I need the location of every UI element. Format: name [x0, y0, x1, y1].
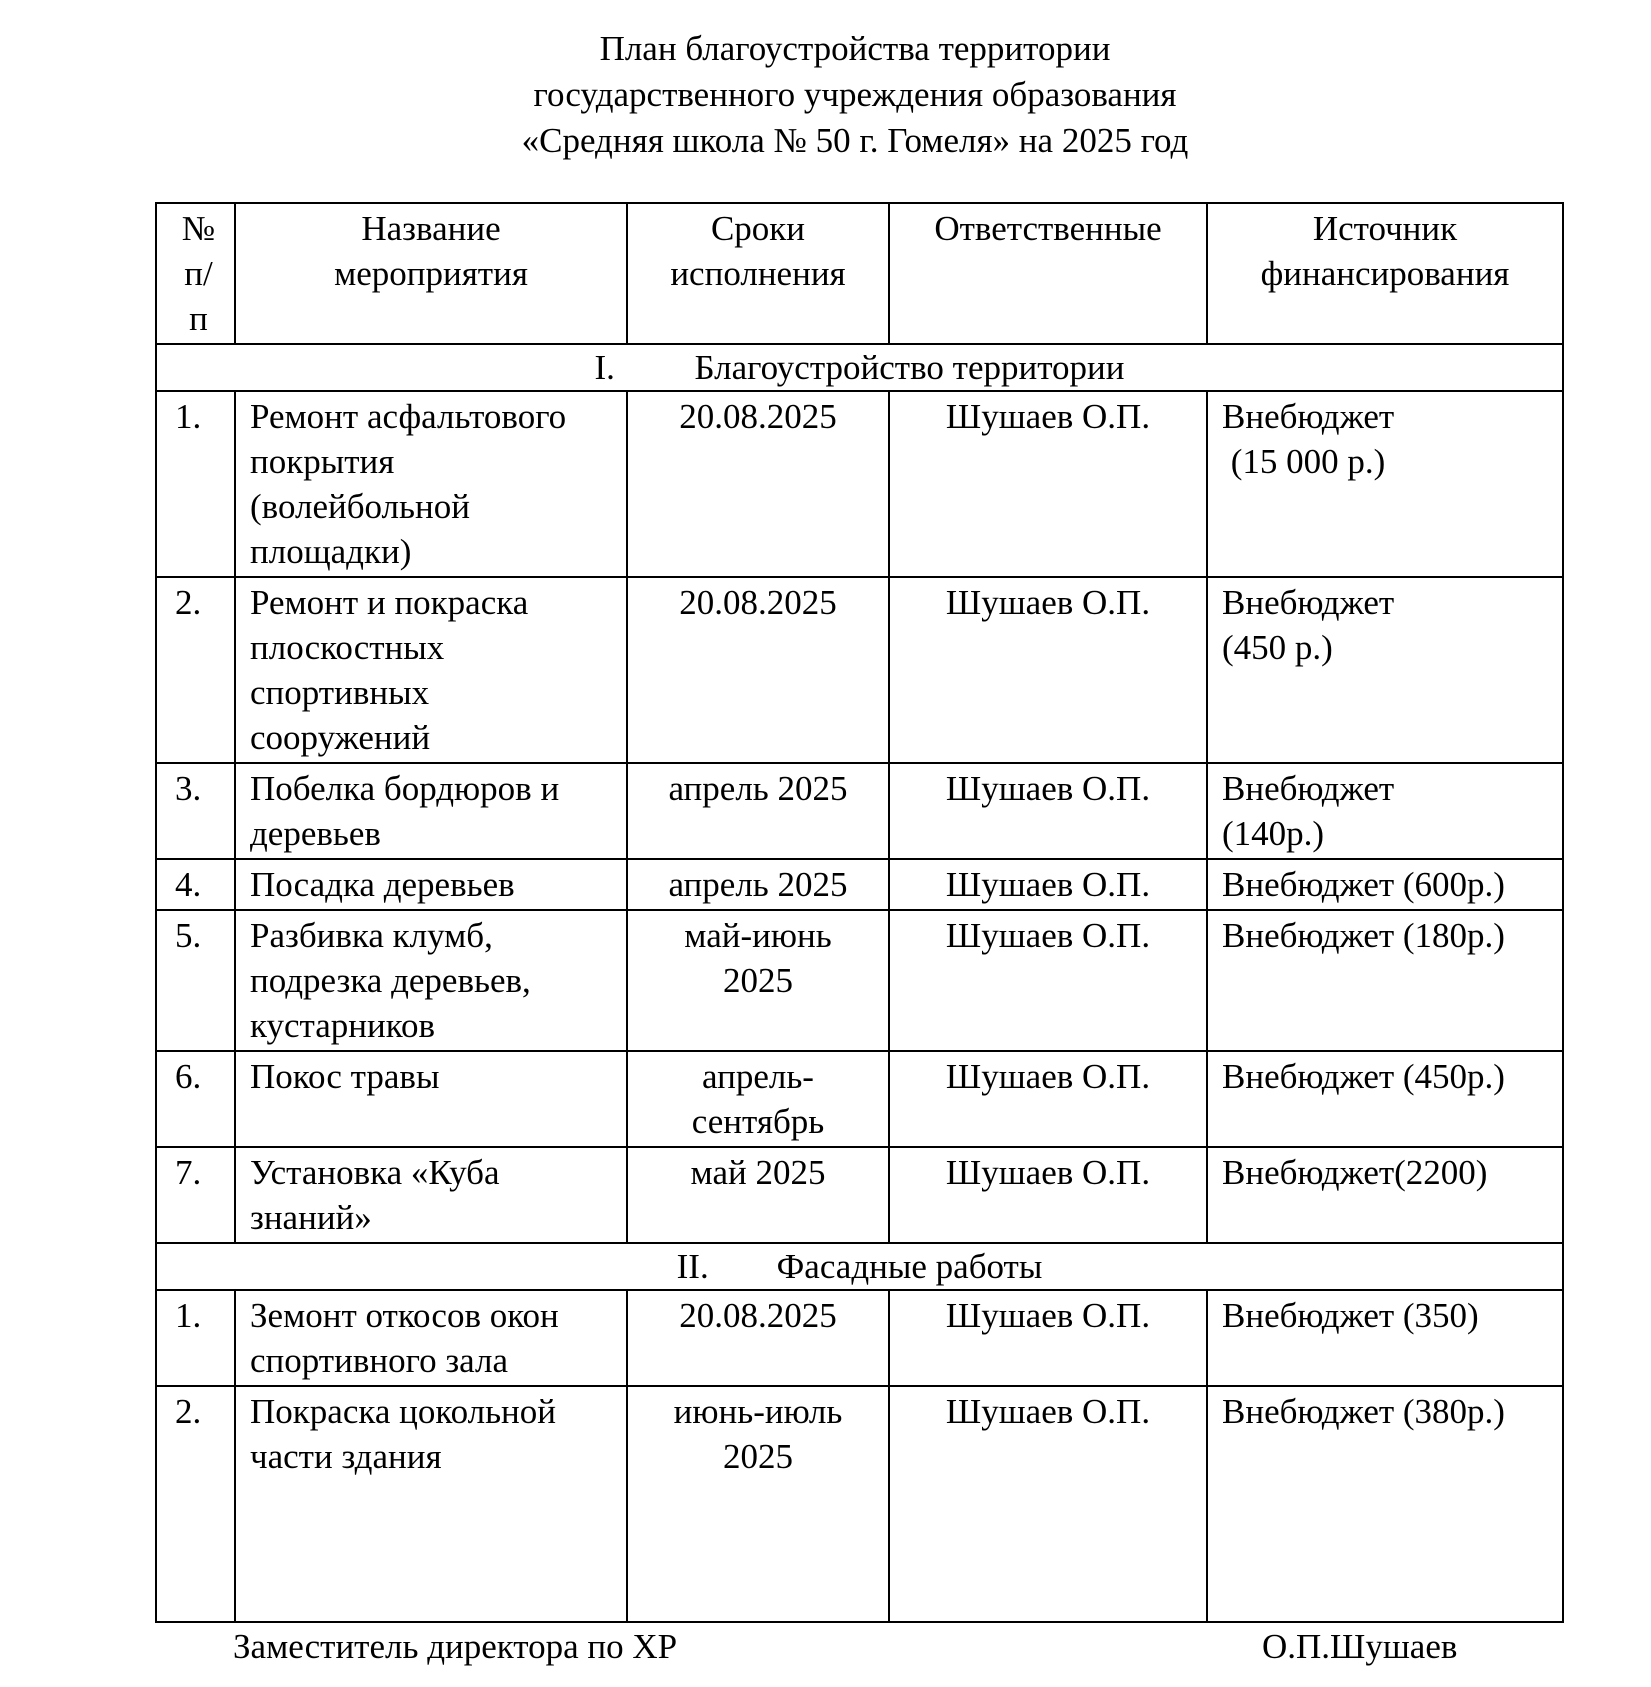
section-1-title: Благоустройство территории: [694, 348, 1125, 387]
row-source-a: Внебюджет: [1222, 583, 1395, 622]
table-row: [156, 763, 1563, 859]
row-name: Побелка бордюров и деревьев: [235, 763, 627, 859]
row-num: 2.: [156, 577, 235, 763]
row-term: апрель-сентябрь: [627, 1051, 889, 1147]
row-term: 20.08.2025: [627, 391, 889, 577]
row-source-a: Внебюджет (350): [1222, 1296, 1479, 1335]
section-2-row: [156, 1243, 1563, 1290]
row-num: 1.: [156, 391, 235, 577]
table-row: [156, 859, 1563, 910]
table-row: [156, 1290, 1563, 1386]
row-term: май 2025: [627, 1147, 889, 1243]
title-line-3: «Средняя школа № 50 г. Гомеля» на 2025 год: [521, 121, 1189, 160]
table-header-row: [156, 203, 1563, 344]
row-resp: Шушаев О.П.: [889, 910, 1207, 1051]
row-term: апрель 2025: [627, 763, 889, 859]
row-source-a: Внебюджет: [1222, 397, 1395, 436]
row-source: [1207, 1290, 1563, 1386]
section-1-roman: I.: [594, 348, 615, 387]
row-name: Земонт откосов окон спортивного зала: [235, 1290, 627, 1386]
row-source: [1207, 910, 1563, 1051]
row-name: Ремонт и покраска плоскостных спортивных сооружений: [235, 577, 627, 763]
row-source-b: (450 р.): [1222, 628, 1333, 667]
row-source-a: Внебюджет: [1222, 769, 1395, 808]
row-resp: Шушаев О.П.: [889, 577, 1207, 763]
row-resp: Шушаев О.П.: [889, 763, 1207, 859]
row-name: Разбивка клумб, подрезка деревьев, кустарников: [235, 910, 627, 1051]
row-num: 3.: [156, 763, 235, 859]
row-num: 2.: [156, 1386, 235, 1622]
row-source: [1207, 859, 1563, 910]
row-num: 7.: [156, 1147, 235, 1243]
title-line-1: План благоустройства территории: [599, 29, 1111, 68]
table-row: [156, 391, 1563, 577]
row-source-a: Внебюджет (380р.): [1222, 1392, 1505, 1431]
table-row: [156, 1147, 1563, 1243]
row-num: 5.: [156, 910, 235, 1051]
table-row: [156, 1386, 1563, 1622]
section-1-heading: [156, 344, 1563, 391]
row-resp: Шушаев О.П.: [889, 1386, 1207, 1622]
row-name: Ремонт асфальтового покрытия (волейбольной площадки): [235, 391, 627, 577]
row-source-a: Внебюджет (450р.): [1222, 1057, 1505, 1096]
row-resp: Шушаев О.П.: [889, 1051, 1207, 1147]
row-source: [1207, 577, 1563, 763]
row-source-b: (15 000 р.): [1222, 442, 1386, 481]
document-title: [355, 26, 1355, 164]
section-2-roman: II.: [676, 1247, 709, 1286]
row-source-a: Внебюджет(2200): [1222, 1153, 1488, 1192]
table-row: [156, 1051, 1563, 1147]
header-name: Название мероприятия: [235, 203, 627, 344]
header-term: Сроки исполнения: [627, 203, 889, 344]
row-name: Покраска цокольной части здания: [235, 1386, 627, 1622]
row-term: 20.08.2025: [627, 1290, 889, 1386]
row-num: 4.: [156, 859, 235, 910]
row-source: [1207, 1147, 1563, 1243]
row-source: [1207, 763, 1563, 859]
section-2-title: Фасадные работы: [776, 1247, 1043, 1286]
row-term: июнь-июль 2025: [627, 1386, 889, 1622]
row-name: Покос травы: [235, 1051, 627, 1147]
signatory-name: О.П.Шушаев: [1262, 1627, 1458, 1666]
row-resp: Шушаев О.П.: [889, 391, 1207, 577]
section-2-heading: [156, 1243, 1563, 1290]
table-row: [156, 910, 1563, 1051]
row-resp: Шушаев О.П.: [889, 1147, 1207, 1243]
row-source-a: Внебюджет (180р.): [1222, 916, 1505, 955]
table-row: [156, 577, 1563, 763]
row-term: май-июнь 2025: [627, 910, 889, 1051]
header-source: Источник финансирования: [1207, 203, 1563, 344]
row-source: [1207, 1051, 1563, 1147]
row-source-a: Внебюджет (600р.): [1222, 865, 1505, 904]
section-1-row: [156, 344, 1563, 391]
row-source: [1207, 391, 1563, 577]
plan-table: [155, 202, 1564, 1623]
row-source-b: (140р.): [1222, 814, 1325, 853]
signatory-position: Заместитель директора по ХР: [233, 1627, 678, 1666]
row-name: Установка «Куба знаний»: [235, 1147, 627, 1243]
row-term: апрель 2025: [627, 859, 889, 910]
row-resp: Шушаев О.П.: [889, 1290, 1207, 1386]
header-num: № п/ п: [156, 203, 235, 344]
row-num: 6.: [156, 1051, 235, 1147]
row-num: 1.: [156, 1290, 235, 1386]
title-line-2: государственного учреждения образования: [533, 75, 1177, 114]
row-resp: Шушаев О.П.: [889, 859, 1207, 910]
row-source: [1207, 1386, 1563, 1622]
row-name: Посадка деревьев: [235, 859, 627, 910]
row-term: 20.08.2025: [627, 577, 889, 763]
header-resp: Ответственные: [889, 203, 1207, 344]
